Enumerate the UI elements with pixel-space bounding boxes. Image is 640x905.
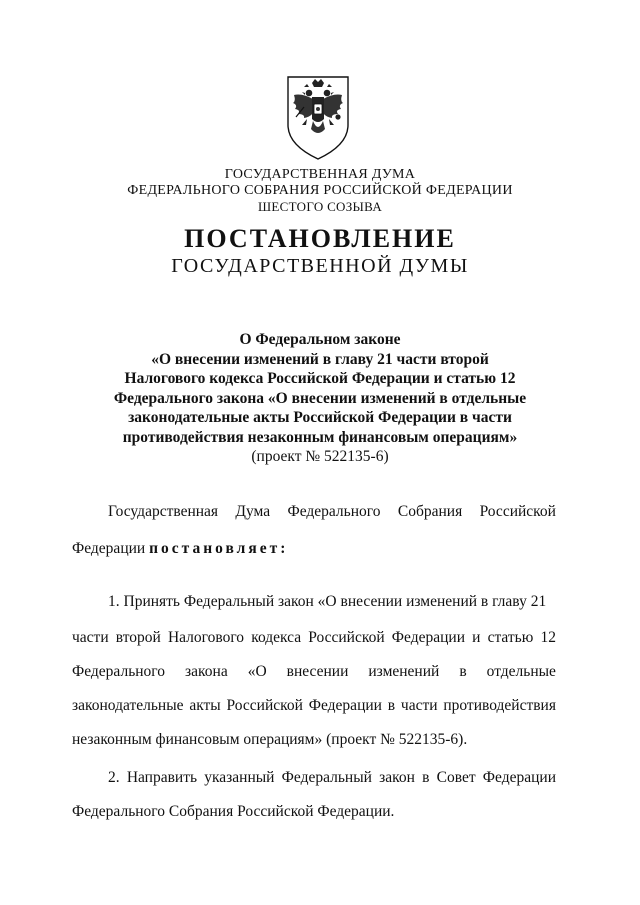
word: части	[400, 697, 438, 714]
preamble-line-2	[72, 540, 556, 558]
word: кодекса	[251, 629, 302, 646]
word: Федерального	[287, 503, 381, 520]
word: части	[72, 629, 109, 646]
word: указанный	[204, 769, 275, 786]
word: второй	[115, 629, 161, 646]
word: отдельные	[486, 663, 556, 680]
law-title-line: «О внесении изменений в главу 21 части второй	[151, 350, 489, 368]
item1-line-1: 1. Принять Федеральный закон «О внесении изменений в главу 21	[108, 593, 547, 610]
item1-line-2	[72, 629, 556, 647]
word: изменений	[368, 663, 440, 680]
word: Дума	[235, 503, 271, 520]
law-title-line: Федерального закона «О внесении изменений в отдельные	[113, 389, 527, 407]
word: Налогового	[167, 629, 245, 646]
law-title-line: законодательные акты Российской Федерации в части	[128, 409, 512, 426]
document-subtitle: ГОСУДАРСТВЕННОЙ ДУМЫ	[171, 255, 469, 277]
project-number: (проект № 522135-6)	[251, 448, 389, 465]
law-title-line: противодействия незаконным финансовым операциям»	[122, 428, 518, 446]
word: Федерации	[482, 769, 556, 786]
issuer-line-2: ФЕДЕРАЛЬНОГО СОБРАНИЯ РОССИЙСКОЙ ФЕДЕРАЦИИ	[127, 183, 513, 198]
word: 2.	[108, 769, 120, 786]
item1-line-3	[72, 663, 556, 681]
word: закон	[379, 769, 415, 786]
word: Собрания	[397, 503, 463, 520]
word: закона	[185, 663, 228, 680]
word: Российской	[308, 629, 385, 646]
word: Федеральный	[281, 769, 372, 786]
word: противодействия	[443, 697, 556, 714]
preamble-text: Федерации	[72, 540, 150, 557]
word: Совет	[436, 769, 476, 786]
word: 12	[540, 629, 556, 646]
word: статью	[487, 629, 534, 646]
word: Федерации	[308, 697, 382, 714]
preamble-line-1	[108, 503, 556, 521]
word: в	[387, 697, 396, 714]
word: Федерации	[391, 629, 465, 646]
word: акты	[189, 697, 221, 714]
law-title-line: О Федеральном законе	[239, 331, 401, 348]
word: в	[459, 663, 467, 680]
word: Российской	[479, 503, 556, 520]
word: и	[472, 629, 481, 646]
resolution-verb: постановляет:	[149, 540, 289, 557]
word: «О	[247, 663, 267, 680]
word: законодательные	[72, 697, 184, 714]
item2-line-2: Федерального Собрания Российской Федерации.	[72, 803, 395, 820]
law-title-block	[100, 330, 540, 467]
issuer-line-3: ШЕСТОГО СОЗЫВА	[257, 199, 383, 214]
document-title: ПОСТАНОВЛЕНИЕ	[184, 224, 456, 253]
word: Федерального	[72, 663, 166, 680]
item1-line-5: незаконным финансовым операциям» (проект № 522135-6).	[72, 731, 468, 748]
law-title-line: Налогового кодекса Российской Федерации и статью 12	[124, 370, 516, 387]
issuer-line-1: ГОСУДАРСТВЕННАЯ ДУМА	[224, 167, 416, 182]
word: в	[422, 769, 430, 786]
word: Направить	[126, 769, 198, 786]
word: Российской	[226, 697, 303, 714]
word: внесении	[286, 663, 349, 680]
item1-line-4	[72, 697, 556, 715]
item2-line-1	[108, 769, 556, 787]
word: Государственная	[108, 503, 219, 520]
coat-of-arms-emblem	[282, 73, 354, 163]
